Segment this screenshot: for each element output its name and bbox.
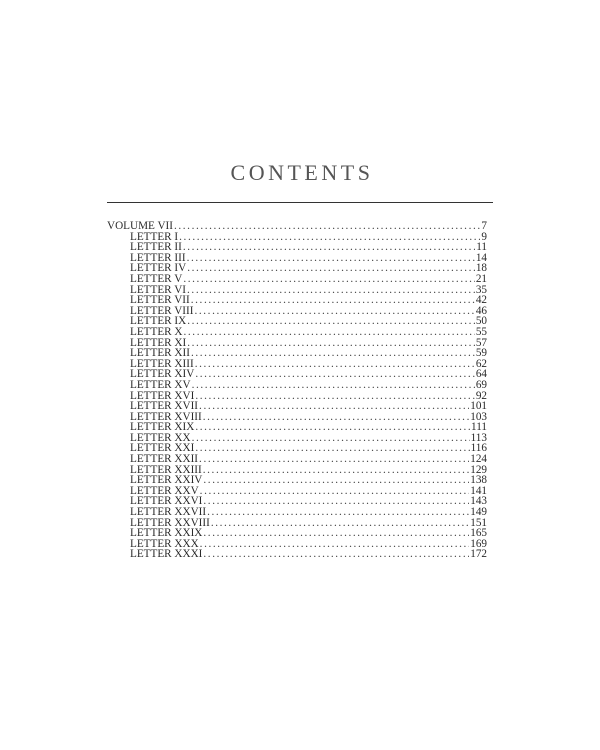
toc-entry-page-number: 149 <box>470 507 487 518</box>
toc-letter-entry[interactable] <box>107 486 487 497</box>
toc-entry-label: LETTER XXIX <box>130 528 203 539</box>
toc-letter-entry[interactable] <box>107 539 487 550</box>
toc-entry-label: LETTER XXIV <box>130 475 203 486</box>
toc-dot-leader <box>192 380 475 391</box>
toc-letter-entry[interactable] <box>107 422 487 433</box>
toc-letter-entry[interactable] <box>107 359 487 370</box>
toc-dot-leader <box>203 528 469 539</box>
toc-dot-leader <box>200 486 470 497</box>
toc-entry-page-number: 18 <box>475 263 487 274</box>
toc-entry-label: LETTER XI <box>130 337 187 349</box>
toc-entry-page-number: 11 <box>476 242 487 253</box>
toc-entry-page-number: 101 <box>470 401 487 412</box>
toc-entry-page-number: 59 <box>475 348 487 359</box>
toc-entry-label: LETTER XXVIII <box>130 517 210 529</box>
toc-letter-entry[interactable] <box>107 369 487 380</box>
toc-letter-entry[interactable] <box>107 454 487 465</box>
toc-dot-leader <box>195 391 475 402</box>
toc-entry-label: LETTER V <box>130 273 183 285</box>
toc-entry-page-number: 172 <box>470 549 487 560</box>
toc-dot-leader <box>211 518 469 529</box>
toc-entry-page-number: 116 <box>470 443 487 455</box>
toc-entry-page-number: 111 <box>471 422 487 433</box>
toc-dot-leader <box>194 306 474 317</box>
toc-entry-page-number: 7 <box>481 221 487 232</box>
toc-dot-leader <box>200 539 470 550</box>
toc-dot-leader <box>174 221 480 232</box>
toc-entry-page-number: 46 <box>475 305 487 317</box>
toc-letter-entry[interactable] <box>107 285 487 296</box>
toc-letter-entry[interactable] <box>107 518 487 529</box>
toc-letter-entry[interactable] <box>107 306 487 317</box>
toc-entry-page-number: 21 <box>475 273 487 285</box>
toc-letter-entry[interactable] <box>107 316 487 327</box>
toc-entry-label: LETTER XXIII <box>130 464 202 476</box>
toc-letter-entry[interactable] <box>107 295 487 306</box>
toc-dot-leader <box>195 359 475 370</box>
toc-entry-page-number: 138 <box>470 475 487 486</box>
toc-dot-leader <box>183 242 475 253</box>
toc-entry-label: LETTER XIII <box>130 358 194 370</box>
toc-dot-leader <box>203 412 469 423</box>
toc-entry-page-number: 113 <box>470 432 487 444</box>
toc-entry-label: LETTER XVII <box>130 401 199 412</box>
toc-dot-leader <box>187 253 475 264</box>
toc-entry-page-number: 92 <box>475 390 487 402</box>
toc-entry-label: LETTER XXVI <box>130 496 203 508</box>
toc-entry-page-number: 141 <box>470 485 487 497</box>
toc-entry-label: LETTER VI <box>130 284 187 296</box>
toc-entry-label: LETTER XXXI <box>130 549 203 560</box>
toc-entry-label: LETTER XII <box>130 348 190 359</box>
toc-letter-entry[interactable] <box>107 348 487 359</box>
toc-letter-entry[interactable] <box>107 242 487 253</box>
toc-dot-leader <box>203 549 469 560</box>
toc-entry-label: LETTER XX <box>130 432 191 444</box>
title-rule <box>107 202 493 203</box>
toc-entry-page-number: 14 <box>475 252 487 264</box>
toc-dot-leader <box>187 316 475 327</box>
toc-entry-page-number: 9 <box>481 231 487 243</box>
toc-entry-page-number: 64 <box>475 369 487 380</box>
toc-dot-leader <box>203 465 469 476</box>
toc-dot-leader <box>187 285 475 296</box>
toc-entry-page-number: 42 <box>475 295 487 306</box>
toc-entry-label: LETTER III <box>130 252 186 264</box>
toc-entry-page-number: 129 <box>470 464 487 476</box>
toc-entry-page-number: 151 <box>470 517 487 529</box>
toc-letter-entry[interactable] <box>107 475 487 486</box>
toc-entry-page-number: 143 <box>470 496 487 508</box>
toc-entry-label: LETTER XV <box>130 379 191 391</box>
toc-entry-page-number: 165 <box>470 528 487 539</box>
toc-dot-leader <box>203 496 469 507</box>
toc-entry-label: LETTER VIII <box>130 305 194 317</box>
toc-dot-leader <box>203 475 469 486</box>
toc-letter-entry[interactable] <box>107 391 487 402</box>
toc-dot-leader <box>187 263 475 274</box>
toc-entry-page-number: 103 <box>470 411 487 423</box>
toc-dot-leader <box>207 507 469 518</box>
toc-dot-leader <box>187 338 475 349</box>
toc-letter-entry[interactable] <box>107 401 487 412</box>
toc-dot-leader <box>192 433 470 444</box>
toc-entry-label: LETTER I <box>130 231 179 243</box>
toc-entry-label: LETTER XIV <box>130 369 195 380</box>
toc-entry-label: LETTER XXII <box>130 454 199 465</box>
toc-entry-label: LETTER XXX <box>130 538 199 550</box>
toc-dot-leader <box>191 295 475 306</box>
page-title: CONTENTS <box>230 160 374 185</box>
toc-dot-leader <box>183 274 475 285</box>
toc-entry-label: LETTER IV <box>130 263 187 274</box>
toc-entry-label: VOLUME VII <box>107 221 173 232</box>
toc-letter-entry[interactable] <box>107 253 487 264</box>
toc-letter-entry[interactable] <box>107 528 487 539</box>
toc-letter-entry[interactable] <box>107 263 487 274</box>
toc-entry-page-number: 169 <box>470 538 487 550</box>
toc-entry-page-number: 62 <box>475 358 487 370</box>
toc-dot-leader <box>195 443 469 454</box>
toc-entry-page-number: 55 <box>475 326 487 338</box>
toc-entry-page-number: 35 <box>475 284 487 296</box>
toc-entry-page-number: 124 <box>470 454 487 465</box>
toc-dot-leader <box>191 348 475 359</box>
toc-dot-leader <box>179 232 480 243</box>
toc-volume-entry[interactable] <box>107 221 487 232</box>
toc-entry-label: LETTER XVIII <box>130 411 202 423</box>
toc-letter-entry[interactable] <box>107 380 487 391</box>
toc-entry-label: LETTER XXI <box>130 443 195 455</box>
toc-dot-leader <box>184 327 475 338</box>
toc-entry-label: LETTER XXV <box>130 485 199 497</box>
toc-entry-label: LETTER XXVII <box>130 507 207 518</box>
toc-letter-entry[interactable] <box>107 338 487 349</box>
toc-letter-entry[interactable] <box>107 433 487 444</box>
toc-letter-entry[interactable] <box>107 412 487 423</box>
toc-entry-page-number: 50 <box>475 316 487 327</box>
toc-entry-label: LETTER X <box>130 326 183 338</box>
toc-dot-leader <box>199 401 469 412</box>
toc-letter-entry[interactable] <box>107 496 487 507</box>
toc-entry-label: LETTER II <box>130 242 182 253</box>
toc-entry-label: LETTER IX <box>130 316 187 327</box>
toc-dot-leader <box>199 454 469 465</box>
toc-dot-leader <box>195 369 475 380</box>
toc-entry-label: LETTER XVI <box>130 390 195 402</box>
toc-entry-page-number: 57 <box>475 337 487 349</box>
toc-entry-page-number: 69 <box>475 379 487 391</box>
toc-letter-entry[interactable] <box>107 465 487 476</box>
toc-entry-label: LETTER VII <box>130 295 190 306</box>
toc-letter-entry[interactable] <box>107 327 487 338</box>
toc-letter-entry[interactable] <box>107 549 487 560</box>
toc-entry-label: LETTER XIX <box>130 422 195 433</box>
toc-letter-entry[interactable] <box>107 507 487 518</box>
toc-letter-entry[interactable] <box>107 443 487 454</box>
toc-letter-entry[interactable] <box>107 232 487 243</box>
table-of-contents <box>107 221 487 560</box>
toc-dot-leader <box>195 422 470 433</box>
toc-letter-entry[interactable] <box>107 274 487 285</box>
